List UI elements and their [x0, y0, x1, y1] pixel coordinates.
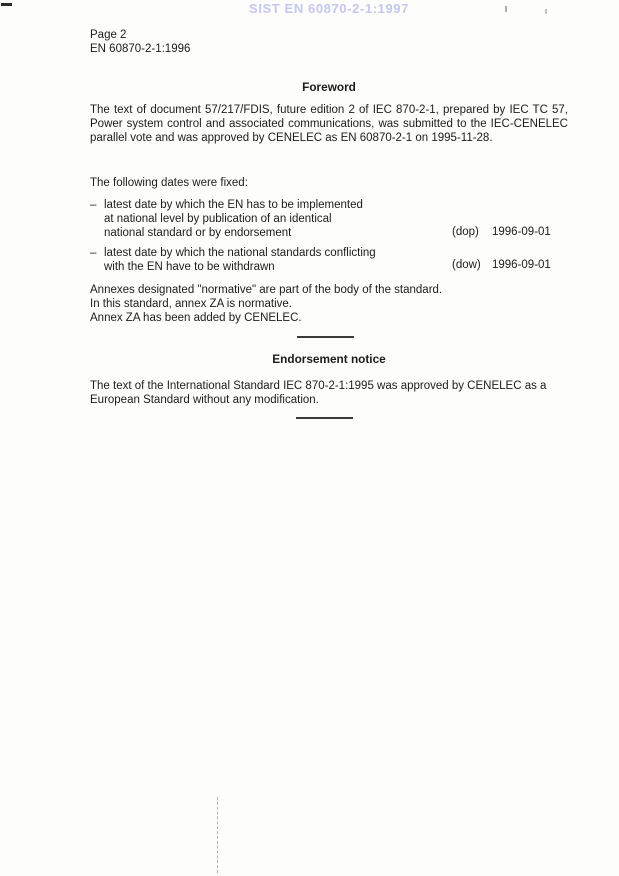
annex-line: Annex ZA has been added by CENELEC.: [90, 312, 302, 324]
list-item-dop: [104, 198, 454, 240]
list-item-line: latest date by which the national standards conflicting: [104, 247, 376, 259]
scan-artifact-dotted-line: [217, 797, 218, 873]
annex-line: Annexes designated "normative" are part of the body of the standard.: [90, 284, 443, 296]
dop-date: [452, 225, 551, 239]
list-item-dash: –: [90, 247, 97, 259]
dow-date: [452, 258, 551, 272]
list-item-line: latest date by which the EN has to be implemented: [104, 199, 363, 211]
dates-intro: The following dates were fixed:: [90, 177, 248, 189]
annex-line: In this standard, annex ZA is normative.: [90, 298, 292, 310]
section-divider-rule: [296, 417, 353, 419]
list-item-line: at national level by publication of an identical: [104, 213, 332, 225]
foreword-paragraph: The text of document 57/217/FDIS, future edition 2 of IEC 870-2-1, prepared by IEC TC 57, Power system control and associated communications, was submitted to the IEC-CENELEC parallel vote and was approved by CENELEC as EN 60870-2-1 on 1995-11-28.: [90, 104, 568, 144]
foreword-title: Foreword: [302, 80, 356, 94]
dop-date-value: 1996-09-01: [492, 226, 551, 238]
dow-code: (dow): [452, 259, 481, 271]
annex-statements: [90, 283, 568, 325]
page-header: [90, 28, 190, 56]
dow-date-value: 1996-09-01: [492, 259, 551, 271]
list-item-dash: –: [90, 199, 97, 211]
document-number: EN 60870-2-1:1996: [90, 43, 191, 55]
scan-artifact-corner-mark: [1, 3, 12, 6]
list-item-dow: [104, 246, 454, 274]
dop-code: (dop): [452, 226, 479, 238]
endorsement-paragraph: The text of the International Standard IEC 870-2-1:1995 was approved by CENELEC as a European Standard without any modification.: [90, 380, 547, 406]
list-item-line: national standard or by endorsement: [104, 227, 292, 239]
section-divider-rule: [297, 336, 354, 338]
page-number-label: Page 2: [90, 29, 127, 41]
watermark-header: SIST EN 60870-2-1:1997: [249, 1, 409, 16]
list-item-line: with the EN have to be withdrawn: [104, 261, 275, 273]
endorsement-title: Endorsement notice: [272, 352, 386, 366]
